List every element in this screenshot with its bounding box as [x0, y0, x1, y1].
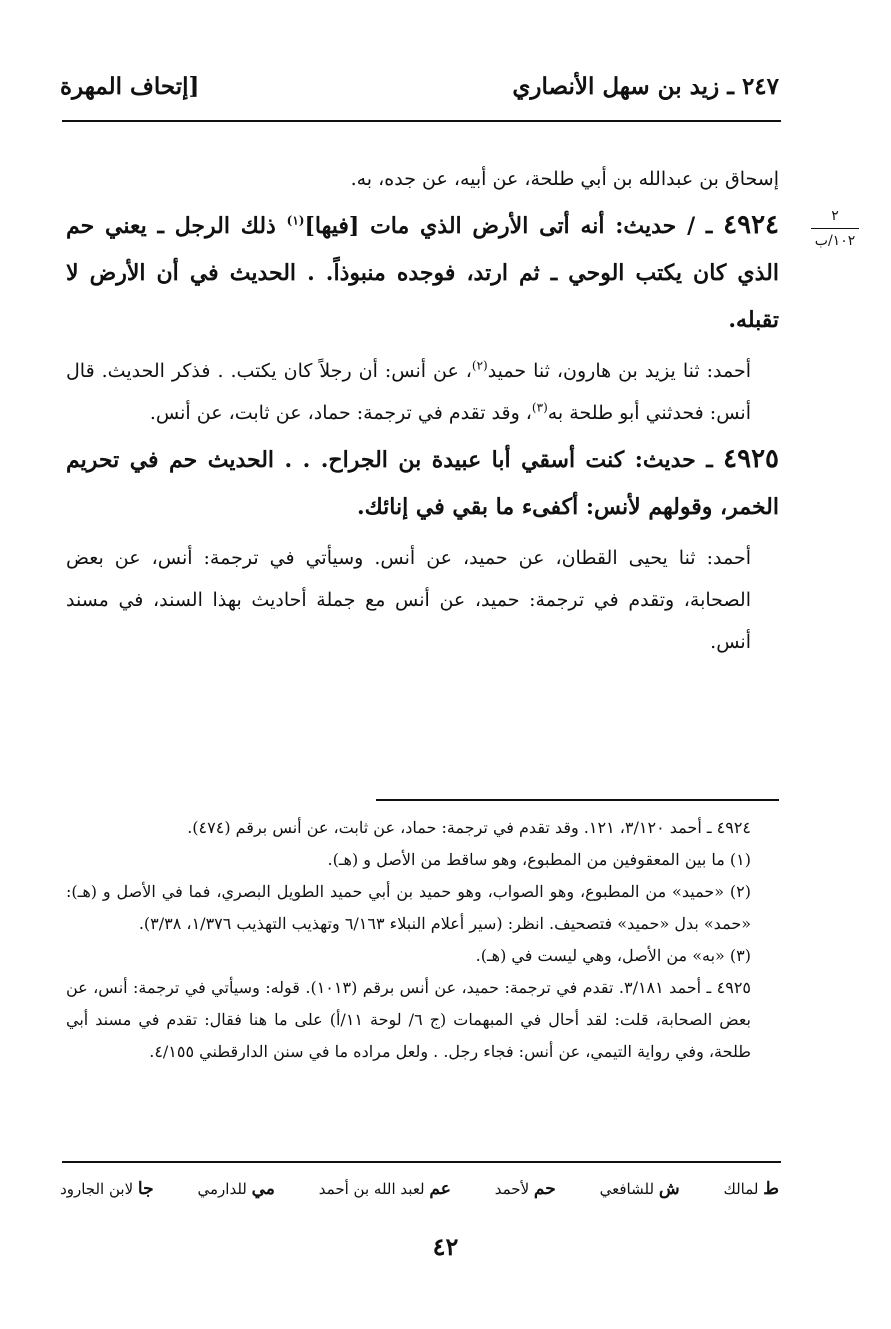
abbreviation-item: [60, 1174, 154, 1204]
hadith-4924: [66, 202, 779, 344]
paragraph-text: أحمد: ثنا يزيد بن هارون، ثنا حميد: [487, 360, 751, 382]
abbreviation-value: لابن الجارود: [60, 1180, 134, 1198]
abbreviation-key: حم: [533, 1179, 556, 1199]
footnote-4925: ٤٩٢٥ ـ أحمد ٣/١٨١. تقدم في ترجمة: حميد، عن أنس برقم (١٠١٣). قوله: وسيأتي في ترجمة: أنس، عن بعض الصحابة، قلت: لقد أحال في المبهمات (ج ٦/ لوحة ١١/أ) على ما هنا فقال: تقدم في مسند أبي طلحة، وفي رواية التيمي، عن أنس: فجاء رجل. . ولعل مراده ما في سنن الدارقطني ٤/١٥٥.: [66, 978, 752, 1061]
hadith-text: ذلك الرجل ـ يعني حم الذي كان يكتب الوحي ـ ثم ارتد، فوجده منبوذاً. . الحديث في أن الأرض لا تقبله.: [66, 213, 779, 333]
page-number: ٤٢: [432, 1232, 459, 1261]
abbreviations-legend: [60, 1174, 779, 1204]
abbreviation-value: لعبد الله بن أحمد: [318, 1180, 425, 1198]
hadith-4925: [66, 436, 779, 531]
abbreviation-item: [600, 1174, 680, 1204]
abbreviation-item: [723, 1174, 779, 1204]
abbreviation-key: مي: [251, 1179, 275, 1199]
abbreviation-key: عم: [429, 1179, 451, 1199]
abbreviation-value: لمالك: [723, 1180, 759, 1198]
abbreviation-item: [198, 1174, 275, 1204]
hadith-number: ٤٩٢٥: [723, 444, 779, 474]
margin-reference-divider: [811, 228, 859, 229]
abbreviation-value: لأحمد: [494, 1180, 530, 1198]
isnad-paragraph-1: [66, 350, 779, 434]
abbreviation-value: للدارمي: [197, 1180, 247, 1198]
margin-reference-bottom: ١٠٢/ب: [814, 233, 856, 249]
hadith-text: ـ / حديث: أنه أتى الأرض الذي مات [فيها]: [304, 213, 724, 239]
book-title: [إتحاف المهرة: [60, 72, 200, 100]
margin-reference-top: ٢: [831, 208, 839, 224]
chapter-title: ٢٤٧ ـ زيد بن سهل الأنصاري: [512, 72, 779, 100]
hadith-number: ٤٩٢٤: [723, 210, 779, 240]
abbreviation-value: للشافعي: [599, 1180, 655, 1198]
isnad-paragraph-2: أحمد: ثنا يحيى القطان، عن حميد، عن أنس. وسيأتي في ترجمة: أنس، عن بعض الصحابة، وتقدم في ترجمة: حميد، عن أنس مع جملة أحاديث بهذا السند، في مسند أنس.: [66, 547, 751, 653]
margin-reference: [805, 206, 865, 251]
footnote-2: (٢) «حميد» من المطبوع، وهو الصواب، وهو حميد بن أبي حميد الطويل البصري، فما في الأصل و (هـ): «حمد» بدل «حميد» فتصحيف. انظر: (سير أعلام النبلاء ٦/١٦٣ وتهذيب التهذيب ١/٣٧٦، ٣/٣٨).: [66, 882, 751, 933]
header-divider: [62, 120, 781, 122]
paragraph-text: ، عن أنس: أن رجلاً كان يكتب. . فذكر الحديث. قال أنس: فحدثني أبو طلحة به: [66, 360, 751, 424]
paragraph-text: ، وقد تقدم في ترجمة: حماد، عن ثابت، عن أنس.: [149, 402, 532, 424]
intro-line: إسحاق بن عبدالله بن أبي طلحة، عن أبيه، عن جده، به.: [350, 168, 779, 190]
footnote-divider: [376, 799, 779, 801]
footnotes: [66, 812, 779, 1068]
footnote-marker: (٣): [531, 400, 548, 415]
hadith-text: ـ حديث: كنت أسقي أبا عبيدة بن الجراح. . . الحديث حم في تحريم الخمر، وقولهم لأنس: أكفىء ما بقي في إنائك.: [66, 447, 779, 520]
footnote-marker: (٢): [471, 358, 488, 373]
abbreviation-item: [495, 1174, 556, 1204]
abbreviation-key: ط: [763, 1179, 779, 1199]
page-header: [60, 64, 779, 108]
main-text: [66, 158, 779, 663]
abbreviation-item: [319, 1174, 451, 1204]
abbreviation-key: ش: [658, 1179, 680, 1199]
footnote-marker: (١): [286, 213, 305, 228]
footnote-3: (٣) «به» من الأصل، وهي ليست في (هـ).: [475, 946, 751, 965]
footnote-4924: ٤٩٢٤ ـ أحمد ٣/١٢٠، ١٢١. وقد تقدم في ترجمة: حماد، عن ثابت، عن أنس برقم (٤٧٤).: [187, 818, 751, 837]
abbreviations-divider: [62, 1161, 781, 1163]
abbreviation-key: جا: [137, 1179, 154, 1199]
footnote-1: (١) ما بين المعقوفين من المطبوع، وهو ساقط من الأصل و (هـ).: [327, 850, 751, 869]
